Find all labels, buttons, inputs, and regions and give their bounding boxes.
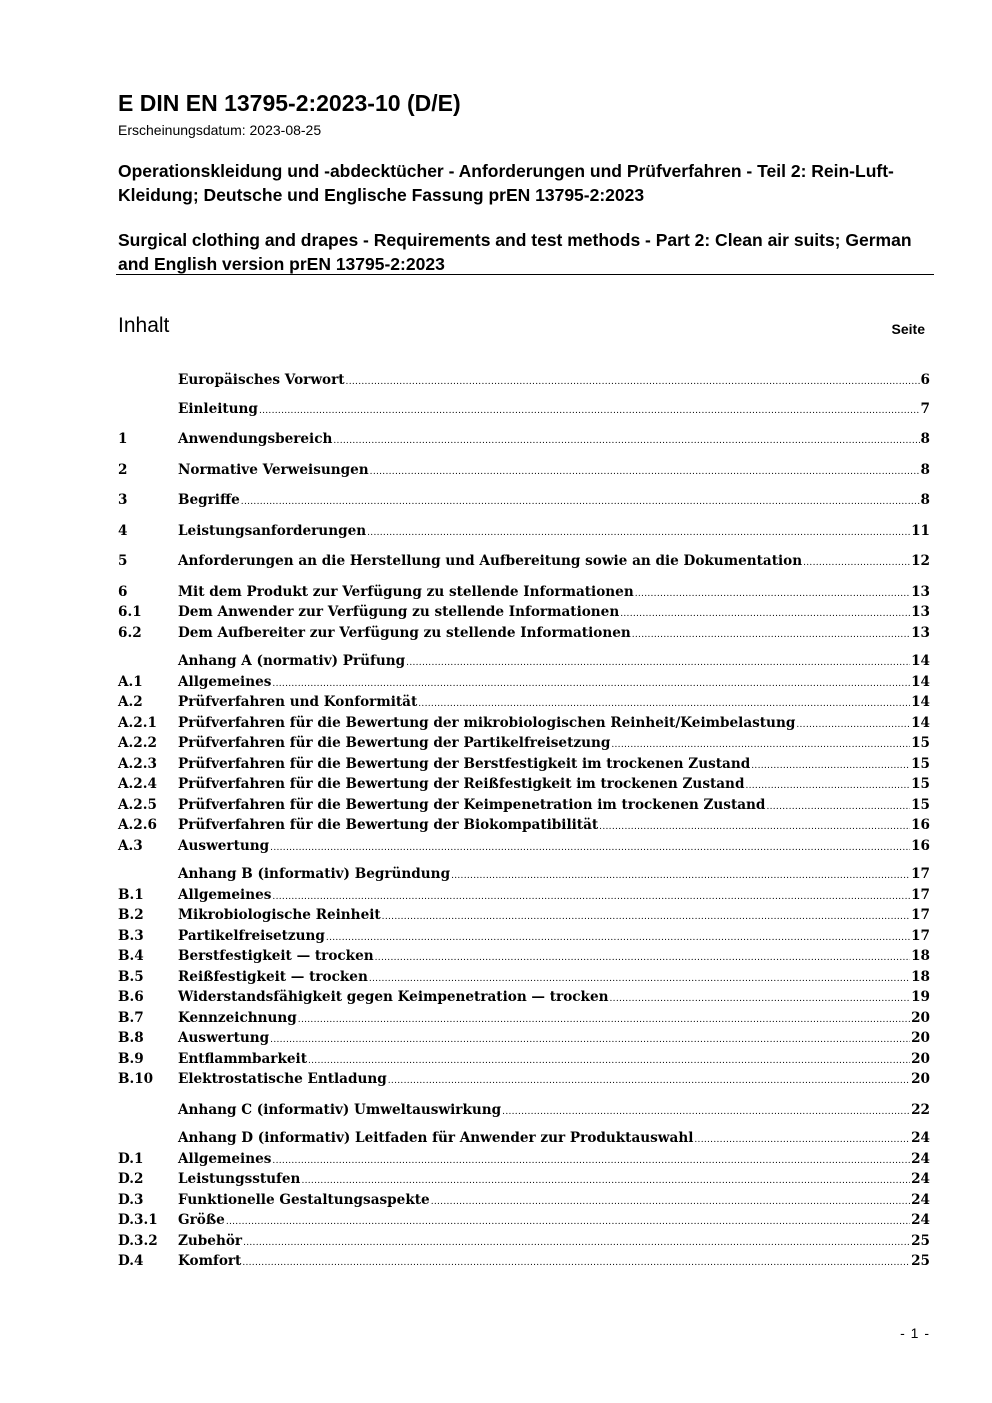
page-number: - 1 - xyxy=(900,1325,930,1341)
toc-entry-page: 8 xyxy=(920,431,930,447)
toc-entry[interactable] xyxy=(118,1190,930,1211)
toc-entry-number: 6.1 xyxy=(118,604,142,620)
toc-entry-page: 14 xyxy=(911,714,930,731)
toc-entry[interactable] xyxy=(118,1251,930,1272)
toc-entry-page: 11 xyxy=(911,522,930,539)
toc-entry-page: 25 xyxy=(911,1253,930,1269)
toc-entry-label: Elektrostatische Entladung xyxy=(178,1071,387,1087)
toc-leader-dots xyxy=(620,604,910,625)
toc-entry-number: D.3.2 xyxy=(118,1232,158,1249)
toc-entry-number: 3 xyxy=(118,492,128,508)
toc-leader-dots xyxy=(388,1071,910,1092)
toc-entry[interactable] xyxy=(118,1028,930,1049)
toc-leader-dots xyxy=(694,1130,910,1151)
toc-leader-dots xyxy=(375,948,910,969)
toc-leader-dots xyxy=(431,1192,910,1213)
toc-leader-dots xyxy=(451,866,910,887)
issue-date: Erscheinungsdatum: 2023-08-25 xyxy=(118,122,322,138)
toc-entry[interactable] xyxy=(118,774,930,795)
toc-entry-number: D.2 xyxy=(118,1171,144,1187)
toc-leader-dots xyxy=(369,969,910,990)
toc-entry-page: 6 xyxy=(920,372,930,388)
toc-entry-label: Dem Aufbereiter zur Verfügung zu stellende Informationen xyxy=(178,624,631,641)
toc-leader-dots xyxy=(272,887,910,908)
toc-entry[interactable] xyxy=(118,1169,930,1190)
toc-leader-dots xyxy=(382,907,910,928)
title-german: Operationskleidung und -abdecktücher - Anforderungen und Prüfverfahren - Teil 2: Rein-Luft-Kleidung; Deutsche und Englische Fassung prEN 13795-2:2023 xyxy=(118,161,894,205)
document-number: E DIN EN 13795-2:2023-10 (D/E) xyxy=(118,90,461,116)
toc-leader-dots xyxy=(766,797,910,818)
toc-leader-dots xyxy=(635,584,910,605)
toc-entry-page: 8 xyxy=(920,492,930,508)
toc-entry-label: Prüfverfahren für die Bewertung der Partikelfreisetzung xyxy=(178,735,611,751)
toc-leader-dots xyxy=(599,817,910,838)
toc-entry-page: 14 xyxy=(911,653,930,669)
toc-entry-page: 13 xyxy=(911,583,930,600)
toc-entry[interactable] xyxy=(118,836,930,857)
toc-leader-dots xyxy=(270,1030,910,1051)
toc-entry[interactable] xyxy=(118,754,930,775)
toc-leader-dots xyxy=(226,1212,910,1233)
toc-leader-dots xyxy=(632,625,910,646)
toc-entry-page: 17 xyxy=(911,907,930,923)
title-english: Surgical clothing and drapes - Requirements and test methods - Part 2: Clean air suits; German and English version prEN 13795-2:2023 xyxy=(118,230,912,274)
toc-entry-page: 24 xyxy=(911,1171,930,1187)
toc-entry-label: Allgemeines xyxy=(178,1150,272,1167)
toc-entry-page: 12 xyxy=(911,553,930,569)
toc-entry-page: 8 xyxy=(920,461,930,478)
toc-entry[interactable] xyxy=(118,815,930,836)
toc-leader-dots xyxy=(370,462,920,483)
toc-entry[interactable] xyxy=(118,713,930,734)
toc-leader-dots xyxy=(243,1233,910,1254)
toc-entry[interactable] xyxy=(118,602,930,623)
toc-entry-page: 19 xyxy=(911,989,930,1005)
toc-entry-label: Zubehör xyxy=(178,1232,243,1249)
toc-entry[interactable] xyxy=(118,987,930,1008)
toc-entry-label: Leistungsanforderungen xyxy=(178,522,367,539)
toc-entry[interactable] xyxy=(118,1008,930,1029)
toc-entry-page: 17 xyxy=(911,927,930,944)
toc-entry-page: 14 xyxy=(911,673,930,690)
title-divider xyxy=(116,274,934,275)
toc-entry-label: Allgemeines xyxy=(178,886,272,903)
toc-entry-label: Anwendungsbereich xyxy=(178,431,333,447)
toc-leader-dots xyxy=(610,989,911,1010)
table-of-contents xyxy=(118,370,930,1272)
toc-entry-page: 22 xyxy=(911,1101,930,1118)
toc-entry-label: Anhang B (informativ) Begründung xyxy=(178,866,451,882)
toc-entry-label: Berstfestigkeit — trocken xyxy=(178,948,374,964)
toc-entry-number: B.5 xyxy=(118,968,144,985)
toc-entry-page: 15 xyxy=(911,796,930,813)
toc-entry-page: 15 xyxy=(911,755,930,772)
toc-entry-label: Anhang D (informativ) Leitfaden für Anwender zur Produktauswahl xyxy=(178,1130,694,1146)
toc-entry-label: Allgemeines xyxy=(178,673,272,690)
toc-leader-dots xyxy=(406,653,910,674)
toc-entry-number: 6.2 xyxy=(118,624,142,641)
toc-entry[interactable] xyxy=(118,1100,930,1121)
toc-entry-number: A.2 xyxy=(118,694,143,710)
toc-entry-page: 20 xyxy=(911,1030,930,1046)
toc-entry[interactable] xyxy=(118,967,930,988)
toc-heading: Inhalt xyxy=(118,314,170,337)
toc-entry-page: 24 xyxy=(911,1150,930,1167)
toc-leader-dots xyxy=(418,694,910,715)
toc-entry-label: Anhang C (informativ) Umweltauswirkung xyxy=(178,1101,502,1118)
toc-entry[interactable] xyxy=(118,651,930,672)
toc-entry-page: 24 xyxy=(911,1212,930,1228)
toc-entry-number: B.1 xyxy=(118,886,144,903)
toc-leader-dots xyxy=(241,492,920,513)
toc-entry[interactable] xyxy=(118,551,930,572)
toc-entry[interactable] xyxy=(118,692,930,713)
toc-entry-number: A.2.3 xyxy=(118,755,157,772)
toc-leader-dots xyxy=(367,523,910,544)
toc-entry-page: 17 xyxy=(911,886,930,903)
toc-entry-number: A.2.5 xyxy=(118,796,157,813)
toc-entry[interactable] xyxy=(118,429,930,450)
toc-entry[interactable] xyxy=(118,926,930,947)
toc-entry-label: Dem Anwender zur Verfügung zu stellende Informationen xyxy=(178,604,620,620)
toc-entry[interactable] xyxy=(118,905,930,926)
toc-entry-label: Reißfestigkeit — trocken xyxy=(178,968,368,985)
toc-leader-dots xyxy=(333,431,919,452)
toc-entry-label: Auswertung xyxy=(178,837,270,854)
toc-entry[interactable] xyxy=(118,1069,930,1090)
toc-entry-label: Einleitung xyxy=(178,400,258,417)
toc-entry-number: A.2.6 xyxy=(118,817,157,833)
toc-entry-number: 5 xyxy=(118,553,128,569)
toc-entry[interactable] xyxy=(118,733,930,754)
toc-entry-page: 18 xyxy=(911,948,930,964)
toc-entry-label: Mikrobiologische Reinheit xyxy=(178,907,381,923)
toc-entry[interactable] xyxy=(118,1049,930,1070)
toc-entry-number: D.4 xyxy=(118,1253,144,1269)
toc-leader-dots xyxy=(346,372,920,393)
toc-entry-page: 13 xyxy=(911,624,930,641)
toc-entry-label: Anforderungen an die Herstellung und Aufbereitung sowie an die Dokumentation xyxy=(178,553,803,569)
toc-entry-number: D.3 xyxy=(118,1191,144,1208)
toc-entry-label: Normative Verweisungen xyxy=(178,461,369,478)
toc-entry-number: 2 xyxy=(118,461,128,478)
toc-leader-dots xyxy=(751,756,910,777)
toc-entry[interactable] xyxy=(118,672,930,693)
toc-entry-number: A.1 xyxy=(118,673,143,690)
toc-entry-label: Funktionelle Gestaltungsaspekte xyxy=(178,1191,430,1208)
toc-entry[interactable] xyxy=(118,582,930,603)
toc-leader-dots xyxy=(301,1171,910,1192)
toc-entry[interactable] xyxy=(118,864,930,885)
toc-entry[interactable] xyxy=(118,460,930,481)
toc-entry-number: D.3.1 xyxy=(118,1212,158,1228)
toc-entry[interactable] xyxy=(118,795,930,816)
toc-entry-number: B.9 xyxy=(118,1050,144,1067)
toc-entry-number: A.2.4 xyxy=(118,776,157,792)
toc-leader-dots xyxy=(326,928,910,949)
toc-entry-label: Prüfverfahren für die Bewertung der Keimpenetration im trockenen Zustand xyxy=(178,796,766,813)
toc-entry[interactable] xyxy=(118,370,930,391)
toc-leader-dots xyxy=(796,715,910,736)
toc-entry-number: A.2.2 xyxy=(118,735,157,751)
toc-leader-dots xyxy=(803,553,910,574)
toc-entry[interactable] xyxy=(118,1231,930,1252)
toc-leader-dots xyxy=(242,1253,910,1274)
toc-entry-page: 15 xyxy=(911,735,930,751)
toc-entry-number: B.8 xyxy=(118,1030,144,1046)
toc-entry-page: 18 xyxy=(911,968,930,985)
toc-entry-label: Mit dem Produkt zur Verfügung zu stellende Informationen xyxy=(178,583,634,600)
toc-entry-number: B.7 xyxy=(118,1009,144,1026)
toc-entry-number: B.6 xyxy=(118,989,144,1005)
toc-entry-label: Auswertung xyxy=(178,1030,270,1046)
toc-entry-page: 16 xyxy=(911,837,930,854)
toc-entry-page: 13 xyxy=(911,604,930,620)
toc-entry[interactable] xyxy=(118,946,930,967)
toc-leader-dots xyxy=(298,1010,910,1031)
toc-entry-page: 20 xyxy=(911,1050,930,1067)
toc-entry[interactable] xyxy=(118,1149,930,1170)
toc-leader-dots xyxy=(272,1151,910,1172)
toc-entry-label: Europäisches Vorwort xyxy=(178,372,345,388)
toc-entry-page: 14 xyxy=(911,694,930,710)
toc-entry[interactable] xyxy=(118,521,930,542)
toc-entry[interactable] xyxy=(118,1128,930,1149)
toc-entry-number: 1 xyxy=(118,431,128,447)
toc-entry[interactable] xyxy=(118,885,930,906)
toc-entry[interactable] xyxy=(118,623,930,644)
toc-entry-label: Prüfverfahren für die Bewertung der Biokompatibilität xyxy=(178,817,599,833)
toc-leader-dots xyxy=(611,735,910,756)
toc-entry-number: 4 xyxy=(118,522,128,539)
toc-entry-page: 7 xyxy=(920,400,930,417)
toc-entry-number: A.3 xyxy=(118,837,143,854)
toc-entry-label: Prüfverfahren und Konformität xyxy=(178,694,418,710)
toc-entry-label: Partikelfreisetzung xyxy=(178,927,325,944)
toc-entry-label: Widerstandsfähigkeit gegen Keimpenetration — trocken xyxy=(178,989,609,1005)
toc-entry-number: A.2.1 xyxy=(118,714,157,731)
toc-entry-page: 20 xyxy=(911,1071,930,1087)
toc-leader-dots xyxy=(259,401,920,422)
toc-entry[interactable] xyxy=(118,1210,930,1231)
toc-entry-number: B.10 xyxy=(118,1071,154,1087)
toc-entry[interactable] xyxy=(118,490,930,511)
toc-entry-number: D.1 xyxy=(118,1150,144,1167)
toc-entry-page: 15 xyxy=(911,776,930,792)
toc-leader-dots xyxy=(745,776,910,797)
toc-leader-dots xyxy=(502,1102,910,1123)
toc-entry-label: Größe xyxy=(178,1212,225,1228)
toc-leader-dots xyxy=(272,674,910,695)
toc-entry-label: Entflammbarkeit xyxy=(178,1050,307,1067)
toc-leader-dots xyxy=(270,838,910,859)
toc-entry-label: Anhang A (normativ) Prüfung xyxy=(178,653,406,669)
toc-entry-label: Prüfverfahren für die Bewertung der Reißfestigkeit im trockenen Zustand xyxy=(178,776,745,792)
toc-entry-page: 25 xyxy=(911,1232,930,1249)
toc-entry-label: Leistungsstufen xyxy=(178,1171,301,1187)
toc-entry-page: 24 xyxy=(911,1191,930,1208)
toc-entry-page: 17 xyxy=(911,866,930,882)
toc-page-column-label: Seite xyxy=(891,321,925,337)
toc-entry-label: Prüfverfahren für die Bewertung der Berstfestigkeit im trockenen Zustand xyxy=(178,755,751,772)
toc-entry-number: B.2 xyxy=(118,907,144,923)
toc-entry-page: 16 xyxy=(911,817,930,833)
toc-leader-dots xyxy=(308,1051,910,1072)
toc-entry-label: Prüfverfahren für die Bewertung der mikrobiologischen Reinheit/Keimbelastung xyxy=(178,714,796,731)
toc-entry[interactable] xyxy=(118,399,930,420)
toc-entry-number: B.3 xyxy=(118,927,144,944)
toc-entry-page: 24 xyxy=(911,1130,930,1146)
toc-entry-label: Begriffe xyxy=(178,492,240,508)
toc-entry-page: 20 xyxy=(911,1009,930,1026)
toc-entry-number: 6 xyxy=(118,583,128,600)
toc-entry-number: B.4 xyxy=(118,948,144,964)
toc-entry-label: Komfort xyxy=(178,1253,242,1269)
toc-entry-label: Kennzeichnung xyxy=(178,1009,297,1026)
